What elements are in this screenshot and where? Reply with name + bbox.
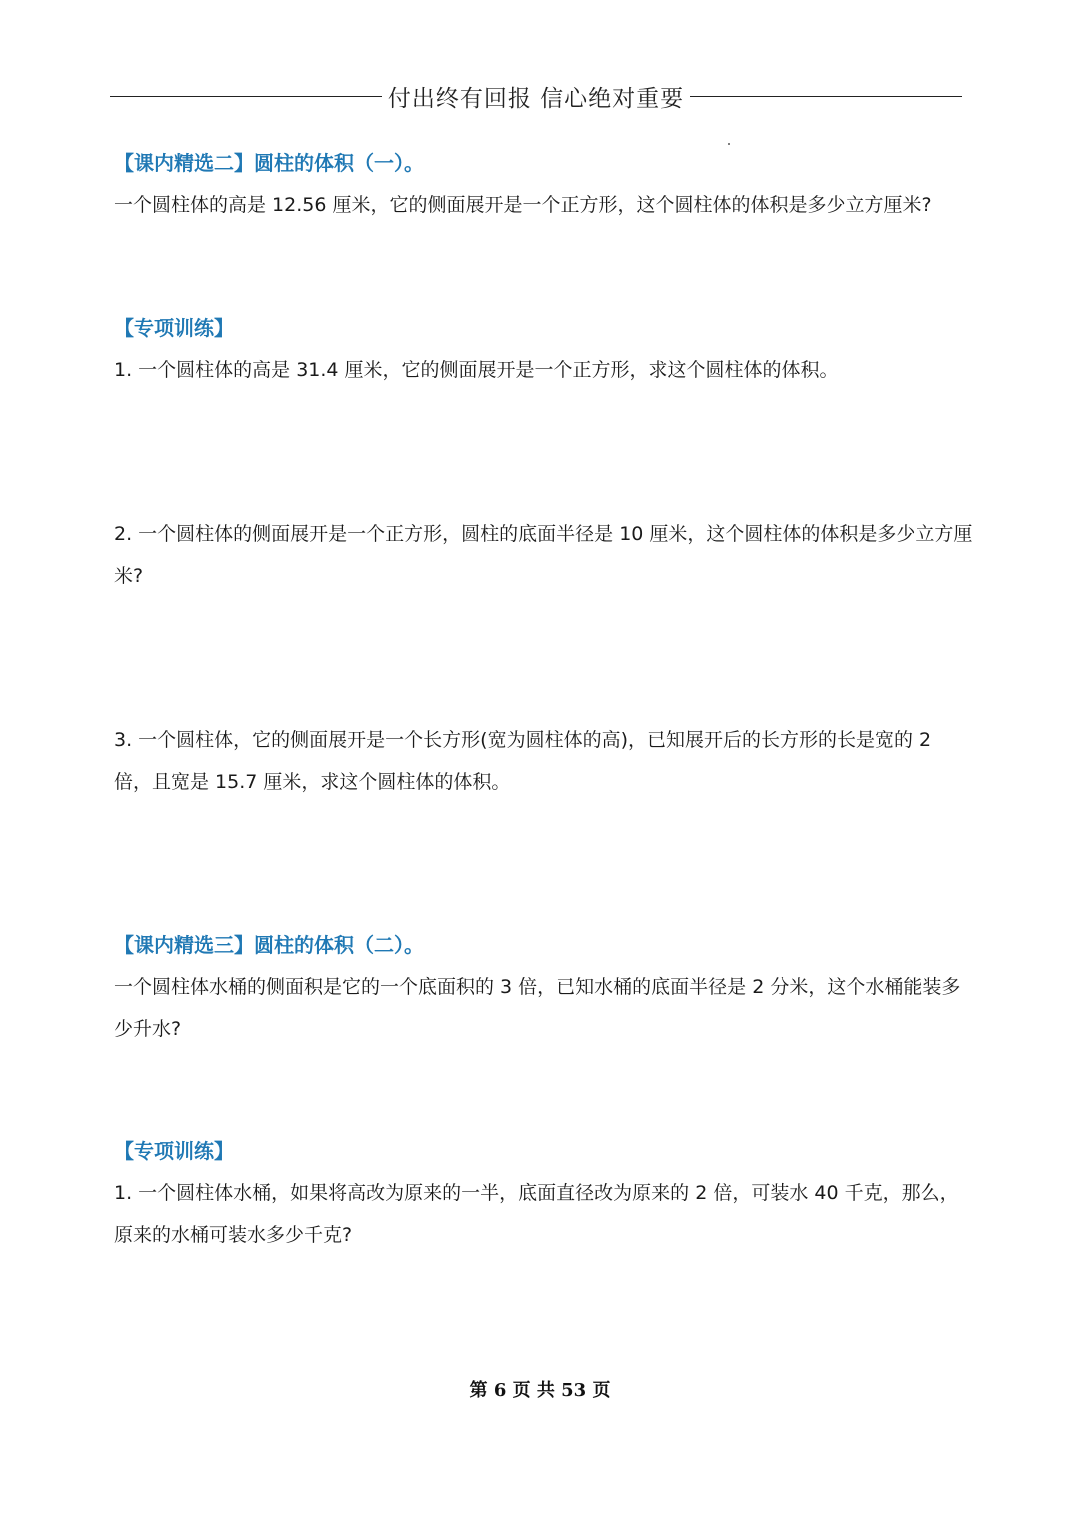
training-question-3 [114, 719, 974, 803]
section-selected-2 [114, 148, 974, 226]
section-heading: 【课内精选三】圆柱的体积（二）。 [114, 933, 424, 957]
training-question-4 [114, 1172, 974, 1256]
section-heading: 【课内精选二】圆柱的体积（一）。 [114, 151, 424, 175]
question-text: 3. 一个圆柱体，它的侧面展开是一个长方形(宽为圆柱体的高)，已知展开后的长方形的长是宽的 2 倍，且宽是 15.7 厘米，求这个圆柱体的体积。 [114, 729, 932, 793]
header-motto: 付出终有回报 信心绝对重要 [387, 85, 685, 112]
header-rule-left [110, 96, 382, 97]
question-text: 2. 一个圆柱体的侧面展开是一个正方形，圆柱的底面半径是 10 厘米，这个圆柱体的体积是多少立方厘米? [114, 523, 973, 587]
training-question-2 [114, 513, 974, 597]
speck-mark [728, 143, 730, 145]
header-rule-right [690, 96, 962, 97]
page-header [110, 78, 962, 114]
question-text: 一个圆柱体水桶的侧面积是它的一个底面积的 3 倍，已知水桶的底面半径是 2 分米，这个水桶能装多少升水? [114, 976, 961, 1040]
page-number: 第 6 页 共 53 页 [469, 1380, 611, 1401]
section-training-1-heading [114, 313, 974, 343]
section-heading: 【专项训练】 [114, 316, 234, 340]
section-training-2-heading [114, 1136, 974, 1166]
section-selected-3 [114, 930, 974, 1050]
section-heading: 【专项训练】 [114, 1139, 234, 1163]
question-text: 一个圆柱体的高是 12.56 厘米，它的侧面展开是一个正方形，这个圆柱体的体积是多少立方厘米? [114, 194, 932, 216]
question-text: 1. 一个圆柱体的高是 31.4 厘米，它的侧面展开是一个正方形，求这个圆柱体的体积。 [114, 359, 839, 381]
question-text: 1. 一个圆柱体水桶，如果将高改为原来的一半，底面直径改为原来的 2 倍，可装水 40 千克，那么，原来的水桶可装水多少千克? [114, 1182, 959, 1246]
training-question-1 [114, 349, 974, 391]
